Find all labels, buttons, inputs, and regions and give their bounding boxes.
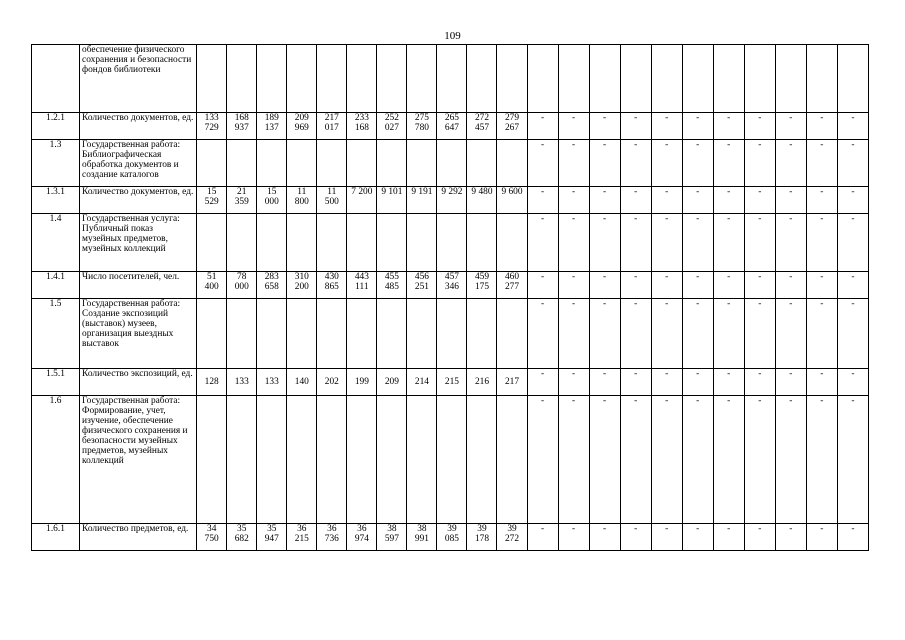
row-name: Государственная работа: Формирование, учет, изучение, обеспечение физического сохранения и безопасности музейных предметов, музейных коллекций bbox=[80, 396, 197, 524]
row-code bbox=[32, 45, 80, 113]
empty-value-cell bbox=[837, 45, 868, 113]
empty-value-cell bbox=[806, 45, 837, 113]
value-cell bbox=[287, 299, 317, 369]
value-cell: 199 bbox=[347, 369, 377, 396]
value-cell: 252 027 bbox=[377, 113, 407, 140]
row-name: Государственная услуга: Публичный показ музейных предметов, музейных коллекций bbox=[80, 214, 197, 272]
value-cell bbox=[467, 396, 497, 524]
table-row bbox=[32, 140, 869, 187]
empty-value-cell: - bbox=[806, 299, 837, 369]
table-row bbox=[32, 113, 869, 140]
value-cell bbox=[497, 214, 527, 272]
row-code: 1.4.1 bbox=[32, 272, 80, 299]
value-cell: 233 168 bbox=[347, 113, 377, 140]
value-cell: 11 500 bbox=[317, 187, 347, 214]
empty-value-cell: - bbox=[558, 524, 589, 551]
empty-value-cell: - bbox=[558, 299, 589, 369]
value-cell: 209 969 bbox=[287, 113, 317, 140]
empty-value-cell: - bbox=[558, 396, 589, 524]
empty-value-cell: - bbox=[806, 524, 837, 551]
table-row bbox=[32, 396, 869, 524]
empty-value-cell: - bbox=[682, 369, 713, 396]
empty-value-cell: - bbox=[713, 214, 744, 272]
value-cell: 78 000 bbox=[227, 272, 257, 299]
value-cell: 39 178 bbox=[467, 524, 497, 551]
row-code: 1.6.1 bbox=[32, 524, 80, 551]
empty-value-cell bbox=[620, 45, 651, 113]
empty-value-cell bbox=[558, 45, 589, 113]
value-cell bbox=[497, 45, 527, 113]
empty-value-cell: - bbox=[558, 369, 589, 396]
report-table-body bbox=[32, 45, 869, 551]
empty-value-cell: - bbox=[651, 369, 682, 396]
row-code: 1.5 bbox=[32, 299, 80, 369]
value-cell: 275 780 bbox=[407, 113, 437, 140]
value-cell bbox=[347, 140, 377, 187]
empty-value-cell: - bbox=[589, 369, 620, 396]
table-row bbox=[32, 272, 869, 299]
value-cell: 310 200 bbox=[287, 272, 317, 299]
value-cell bbox=[377, 140, 407, 187]
value-cell: 140 bbox=[287, 369, 317, 396]
value-cell bbox=[227, 214, 257, 272]
empty-value-cell: - bbox=[837, 187, 868, 214]
empty-value-cell: - bbox=[775, 272, 806, 299]
empty-value-cell: - bbox=[682, 396, 713, 524]
empty-value-cell: - bbox=[589, 524, 620, 551]
value-cell: 36 215 bbox=[287, 524, 317, 551]
table-row bbox=[32, 187, 869, 214]
value-cell: 36 736 bbox=[317, 524, 347, 551]
empty-value-cell: - bbox=[620, 113, 651, 140]
value-cell bbox=[497, 140, 527, 187]
empty-value-cell: - bbox=[837, 140, 868, 187]
empty-value-cell: - bbox=[713, 299, 744, 369]
empty-value-cell: - bbox=[744, 299, 775, 369]
value-cell bbox=[467, 45, 497, 113]
value-cell: 189 137 bbox=[257, 113, 287, 140]
value-cell bbox=[317, 396, 347, 524]
empty-value-cell: - bbox=[806, 396, 837, 524]
empty-value-cell: - bbox=[527, 369, 558, 396]
empty-value-cell: - bbox=[775, 299, 806, 369]
empty-value-cell: - bbox=[558, 272, 589, 299]
value-cell: 133 729 bbox=[197, 113, 227, 140]
empty-value-cell: - bbox=[806, 187, 837, 214]
empty-value-cell: - bbox=[837, 272, 868, 299]
value-cell: 217 017 bbox=[317, 113, 347, 140]
value-cell bbox=[197, 45, 227, 113]
value-cell bbox=[317, 140, 347, 187]
empty-value-cell: - bbox=[682, 113, 713, 140]
empty-value-cell: - bbox=[620, 396, 651, 524]
value-cell bbox=[437, 396, 467, 524]
value-cell bbox=[407, 214, 437, 272]
value-cell: 51 400 bbox=[197, 272, 227, 299]
value-cell bbox=[347, 45, 377, 113]
value-cell: 11 800 bbox=[287, 187, 317, 214]
empty-value-cell: - bbox=[682, 187, 713, 214]
row-code: 1.3.1 bbox=[32, 187, 80, 214]
empty-value-cell: - bbox=[713, 524, 744, 551]
row-code: 1.4 bbox=[32, 214, 80, 272]
report-table bbox=[31, 44, 869, 551]
row-name: Государственная работа: Библиографическая обработка документов и создание каталогов bbox=[80, 140, 197, 187]
value-cell bbox=[377, 396, 407, 524]
empty-value-cell: - bbox=[837, 214, 868, 272]
value-cell bbox=[437, 214, 467, 272]
table-row bbox=[32, 45, 869, 113]
row-code: 1.5.1 bbox=[32, 369, 80, 396]
value-cell: 214 bbox=[407, 369, 437, 396]
empty-value-cell: - bbox=[589, 299, 620, 369]
value-cell: 39 272 bbox=[497, 524, 527, 551]
empty-value-cell: - bbox=[558, 214, 589, 272]
empty-value-cell: - bbox=[651, 524, 682, 551]
value-cell: 34 750 bbox=[197, 524, 227, 551]
value-cell bbox=[227, 140, 257, 187]
empty-value-cell: - bbox=[682, 140, 713, 187]
value-cell bbox=[257, 299, 287, 369]
value-cell bbox=[377, 214, 407, 272]
value-cell: 7 200 bbox=[347, 187, 377, 214]
empty-value-cell: - bbox=[527, 396, 558, 524]
empty-value-cell: - bbox=[837, 524, 868, 551]
empty-value-cell: - bbox=[837, 369, 868, 396]
value-cell bbox=[407, 396, 437, 524]
value-cell: 283 658 bbox=[257, 272, 287, 299]
row-name: Количество экспозиций, ед. bbox=[80, 369, 197, 396]
value-cell: 35 947 bbox=[257, 524, 287, 551]
value-cell bbox=[497, 396, 527, 524]
empty-value-cell: - bbox=[775, 113, 806, 140]
value-cell: 9 600 bbox=[497, 187, 527, 214]
value-cell bbox=[347, 299, 377, 369]
empty-value-cell: - bbox=[713, 140, 744, 187]
value-cell bbox=[377, 45, 407, 113]
value-cell bbox=[317, 45, 347, 113]
empty-value-cell: - bbox=[713, 187, 744, 214]
empty-value-cell: - bbox=[620, 272, 651, 299]
value-cell: 9 480 bbox=[467, 187, 497, 214]
empty-value-cell bbox=[527, 45, 558, 113]
table-row bbox=[32, 369, 869, 396]
value-cell: 38 991 bbox=[407, 524, 437, 551]
value-cell bbox=[287, 45, 317, 113]
value-cell bbox=[197, 214, 227, 272]
value-cell: 36 974 bbox=[347, 524, 377, 551]
empty-value-cell: - bbox=[806, 140, 837, 187]
row-code: 1.6 bbox=[32, 396, 80, 524]
value-cell bbox=[227, 396, 257, 524]
table-row bbox=[32, 299, 869, 369]
empty-value-cell: - bbox=[775, 187, 806, 214]
empty-value-cell: - bbox=[682, 299, 713, 369]
value-cell bbox=[197, 299, 227, 369]
empty-value-cell: - bbox=[775, 214, 806, 272]
value-cell bbox=[257, 214, 287, 272]
empty-value-cell: - bbox=[527, 140, 558, 187]
empty-value-cell bbox=[713, 45, 744, 113]
value-cell: 202 bbox=[317, 369, 347, 396]
empty-value-cell bbox=[775, 45, 806, 113]
empty-value-cell: - bbox=[651, 299, 682, 369]
empty-value-cell: - bbox=[744, 187, 775, 214]
value-cell bbox=[257, 396, 287, 524]
empty-value-cell: - bbox=[837, 113, 868, 140]
empty-value-cell: - bbox=[651, 113, 682, 140]
empty-value-cell: - bbox=[682, 272, 713, 299]
value-cell: 9 191 bbox=[407, 187, 437, 214]
value-cell: 39 085 bbox=[437, 524, 467, 551]
empty-value-cell: - bbox=[806, 113, 837, 140]
empty-value-cell: - bbox=[744, 214, 775, 272]
empty-value-cell: - bbox=[558, 187, 589, 214]
value-cell: 430 865 bbox=[317, 272, 347, 299]
empty-value-cell: - bbox=[682, 524, 713, 551]
value-cell bbox=[257, 45, 287, 113]
row-name: Количество предметов, ед. bbox=[80, 524, 197, 551]
table-row bbox=[32, 214, 869, 272]
value-cell: 457 346 bbox=[437, 272, 467, 299]
empty-value-cell: - bbox=[775, 140, 806, 187]
page-number: 109 bbox=[444, 30, 461, 42]
empty-value-cell: - bbox=[744, 396, 775, 524]
empty-value-cell: - bbox=[744, 369, 775, 396]
value-cell bbox=[197, 140, 227, 187]
table-row bbox=[32, 524, 869, 551]
value-cell bbox=[407, 299, 437, 369]
value-cell: 215 bbox=[437, 369, 467, 396]
value-cell bbox=[467, 299, 497, 369]
empty-value-cell: - bbox=[744, 524, 775, 551]
empty-value-cell: - bbox=[775, 396, 806, 524]
value-cell bbox=[467, 214, 497, 272]
value-cell bbox=[437, 299, 467, 369]
empty-value-cell bbox=[589, 45, 620, 113]
value-cell bbox=[437, 140, 467, 187]
row-name: Количество документов, ед. bbox=[80, 187, 197, 214]
empty-value-cell: - bbox=[558, 140, 589, 187]
value-cell: 209 bbox=[377, 369, 407, 396]
empty-value-cell: - bbox=[527, 272, 558, 299]
value-cell bbox=[197, 396, 227, 524]
empty-value-cell: - bbox=[744, 272, 775, 299]
value-cell: 15 529 bbox=[197, 187, 227, 214]
value-cell bbox=[437, 45, 467, 113]
value-cell bbox=[467, 140, 497, 187]
value-cell: 35 682 bbox=[227, 524, 257, 551]
empty-value-cell: - bbox=[527, 299, 558, 369]
empty-value-cell: - bbox=[589, 140, 620, 187]
empty-value-cell: - bbox=[775, 369, 806, 396]
empty-value-cell: - bbox=[713, 272, 744, 299]
empty-value-cell: - bbox=[589, 214, 620, 272]
empty-value-cell: - bbox=[775, 524, 806, 551]
value-cell bbox=[287, 396, 317, 524]
value-cell bbox=[287, 140, 317, 187]
value-cell: 133 bbox=[227, 369, 257, 396]
value-cell bbox=[257, 140, 287, 187]
empty-value-cell: - bbox=[744, 113, 775, 140]
value-cell: 459 175 bbox=[467, 272, 497, 299]
empty-value-cell: - bbox=[620, 299, 651, 369]
value-cell: 455 485 bbox=[377, 272, 407, 299]
value-cell: 216 bbox=[467, 369, 497, 396]
empty-value-cell: - bbox=[806, 369, 837, 396]
value-cell bbox=[317, 299, 347, 369]
empty-value-cell: - bbox=[651, 140, 682, 187]
value-cell: 456 251 bbox=[407, 272, 437, 299]
empty-value-cell: - bbox=[527, 113, 558, 140]
value-cell bbox=[497, 299, 527, 369]
empty-value-cell: - bbox=[744, 140, 775, 187]
value-cell bbox=[227, 299, 257, 369]
value-cell: 272 457 bbox=[467, 113, 497, 140]
empty-value-cell: - bbox=[620, 524, 651, 551]
value-cell bbox=[287, 214, 317, 272]
empty-value-cell: - bbox=[620, 369, 651, 396]
empty-value-cell: - bbox=[589, 187, 620, 214]
empty-value-cell: - bbox=[527, 524, 558, 551]
value-cell: 265 647 bbox=[437, 113, 467, 140]
value-cell: 279 267 bbox=[497, 113, 527, 140]
empty-value-cell bbox=[744, 45, 775, 113]
empty-value-cell: - bbox=[837, 299, 868, 369]
row-name: Число посетителей, чел. bbox=[80, 272, 197, 299]
value-cell: 133 bbox=[257, 369, 287, 396]
empty-value-cell: - bbox=[589, 113, 620, 140]
empty-value-cell: - bbox=[620, 187, 651, 214]
empty-value-cell: - bbox=[837, 396, 868, 524]
value-cell: 9 292 bbox=[437, 187, 467, 214]
value-cell bbox=[407, 45, 437, 113]
row-code: 1.3 bbox=[32, 140, 80, 187]
empty-value-cell: - bbox=[806, 272, 837, 299]
value-cell: 443 111 bbox=[347, 272, 377, 299]
value-cell bbox=[227, 45, 257, 113]
value-cell: 217 bbox=[497, 369, 527, 396]
empty-value-cell bbox=[682, 45, 713, 113]
value-cell bbox=[407, 140, 437, 187]
empty-value-cell: - bbox=[713, 396, 744, 524]
empty-value-cell: - bbox=[651, 187, 682, 214]
value-cell: 15 000 bbox=[257, 187, 287, 214]
value-cell: 128 bbox=[197, 369, 227, 396]
value-cell bbox=[347, 396, 377, 524]
empty-value-cell: - bbox=[713, 369, 744, 396]
empty-value-cell: - bbox=[589, 272, 620, 299]
empty-value-cell bbox=[651, 45, 682, 113]
row-name: Государственная работа: Создание экспозиций (выставок) музеев, организация выездных выставок bbox=[80, 299, 197, 369]
row-name: Количество документов, ед. bbox=[80, 113, 197, 140]
empty-value-cell: - bbox=[713, 113, 744, 140]
value-cell: 38 597 bbox=[377, 524, 407, 551]
value-cell bbox=[377, 299, 407, 369]
empty-value-cell: - bbox=[651, 396, 682, 524]
value-cell bbox=[317, 214, 347, 272]
empty-value-cell: - bbox=[682, 214, 713, 272]
value-cell: 21 359 bbox=[227, 187, 257, 214]
value-cell: 460 277 bbox=[497, 272, 527, 299]
empty-value-cell: - bbox=[620, 140, 651, 187]
empty-value-cell: - bbox=[589, 396, 620, 524]
empty-value-cell: - bbox=[620, 214, 651, 272]
value-cell: 9 101 bbox=[377, 187, 407, 214]
empty-value-cell: - bbox=[806, 214, 837, 272]
empty-value-cell: - bbox=[651, 214, 682, 272]
row-code: 1.2.1 bbox=[32, 113, 80, 140]
value-cell bbox=[347, 214, 377, 272]
empty-value-cell: - bbox=[527, 214, 558, 272]
value-cell: 168 937 bbox=[227, 113, 257, 140]
empty-value-cell: - bbox=[558, 113, 589, 140]
row-name: обеспечение физического сохранения и безопасности фондов библиотеки bbox=[80, 45, 197, 113]
empty-value-cell: - bbox=[651, 272, 682, 299]
empty-value-cell: - bbox=[527, 187, 558, 214]
